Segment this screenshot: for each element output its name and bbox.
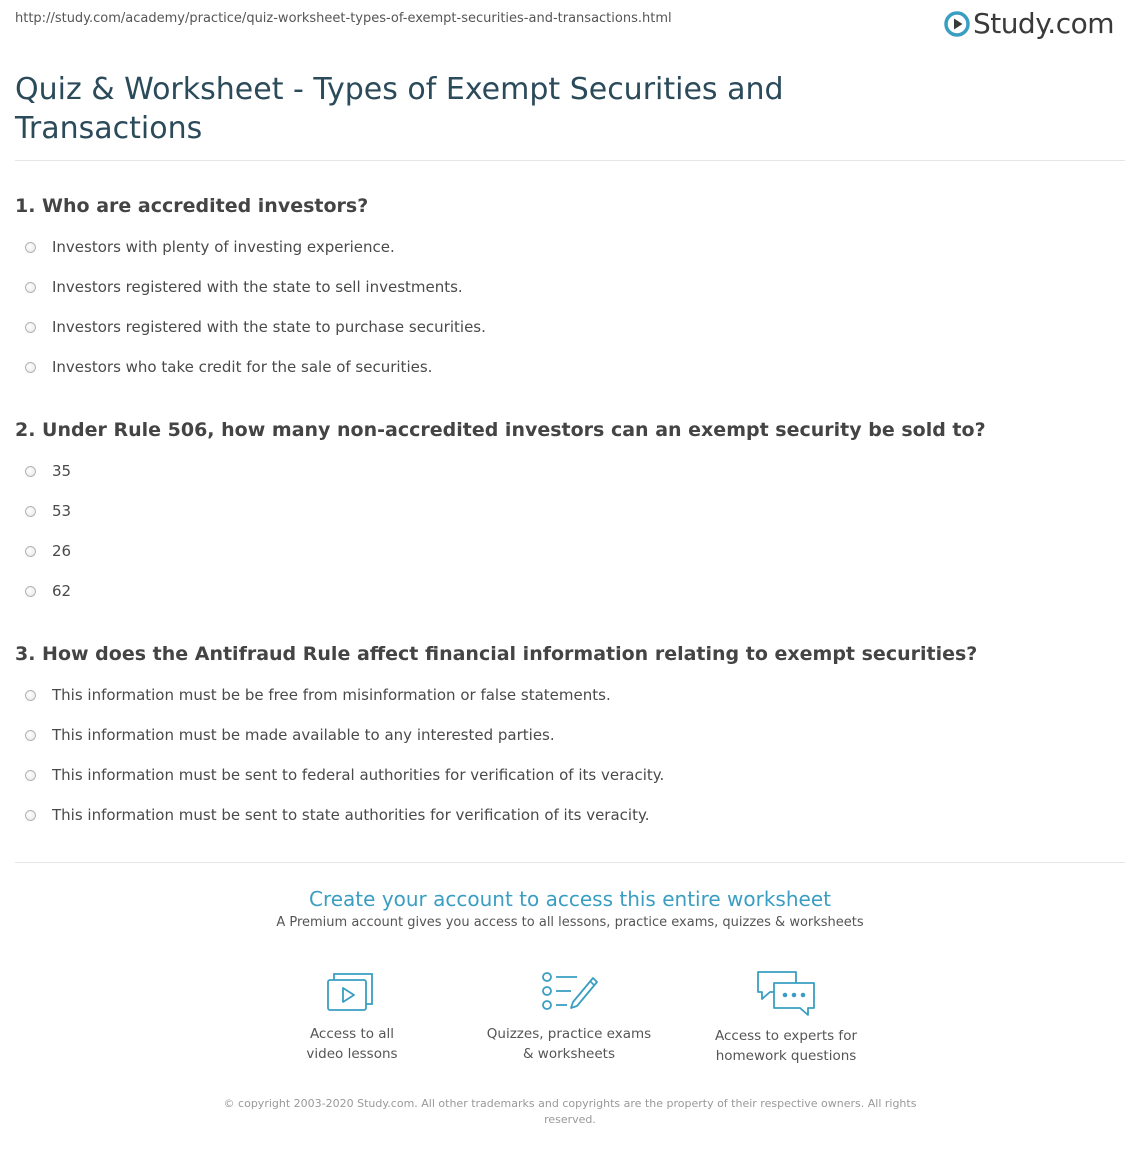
answer-option[interactable] bbox=[15, 307, 1125, 347]
answer-label: Investors with plenty of investing experience. bbox=[52, 238, 395, 256]
answer-option[interactable] bbox=[15, 227, 1125, 267]
radio-button[interactable] bbox=[25, 362, 36, 373]
question-title: 3. How does the Antifraud Rule affect financial information relating to exempt securities? bbox=[15, 643, 978, 665]
radio-button[interactable] bbox=[25, 730, 36, 741]
answer-option[interactable] bbox=[15, 715, 1125, 755]
radio-button[interactable] bbox=[25, 242, 36, 253]
feature-label: Quizzes, practice exams & worksheets bbox=[486, 1026, 652, 1062]
question-title: 1. Who are accredited investors? bbox=[15, 195, 369, 217]
section-divider bbox=[15, 862, 1125, 863]
chat-bubbles-icon bbox=[754, 968, 818, 1018]
logo-text: Study.com bbox=[972, 7, 1114, 40]
answer-label: This information must be sent to state authorities for verification of its veracity. bbox=[52, 806, 650, 824]
feature-experts bbox=[686, 968, 886, 1066]
radio-button[interactable] bbox=[25, 690, 36, 701]
radio-button[interactable] bbox=[25, 466, 36, 477]
signup-cta bbox=[0, 885, 1140, 930]
answer-option[interactable] bbox=[15, 531, 1125, 571]
answer-option[interactable] bbox=[15, 675, 1125, 715]
answer-label: 35 bbox=[52, 462, 72, 480]
quiz-checklist-icon bbox=[539, 968, 599, 1016]
radio-button[interactable] bbox=[25, 770, 36, 781]
answer-label: 62 bbox=[52, 582, 72, 600]
answer-option[interactable] bbox=[15, 571, 1125, 611]
play-circle-logo-icon bbox=[944, 11, 970, 37]
radio-button[interactable] bbox=[25, 506, 36, 517]
radio-button[interactable] bbox=[25, 282, 36, 293]
question-3 bbox=[15, 641, 1125, 835]
answer-label: Investors registered with the state to purchase securities. bbox=[52, 318, 486, 336]
answer-label: 53 bbox=[52, 502, 72, 520]
answer-option[interactable] bbox=[15, 347, 1125, 387]
video-lesson-icon bbox=[324, 968, 380, 1016]
cta-subtitle: A Premium account gives you access to all lessons, practice exams, quizzes & worksheets bbox=[276, 915, 864, 930]
answer-label: This information must be sent to federal authorities for verification of its veracity. bbox=[52, 766, 665, 784]
answer-label: 26 bbox=[52, 542, 72, 560]
radio-button[interactable] bbox=[25, 586, 36, 597]
title-divider bbox=[15, 160, 1125, 161]
answer-option[interactable] bbox=[15, 267, 1125, 307]
radio-button[interactable] bbox=[25, 810, 36, 821]
feature-label: Access to experts for homework questions bbox=[714, 1028, 857, 1064]
answer-label: Investors registered with the state to sell investments. bbox=[52, 278, 463, 296]
study-logo[interactable] bbox=[944, 8, 1114, 40]
answer-label: This information must be made available to any interested parties. bbox=[52, 726, 555, 744]
question-2 bbox=[15, 417, 1125, 611]
copyright-notice: © copyright 2003-2020 Study.com. All other trademarks and copyrights are the property of their respective owners. All rights reserved. bbox=[223, 1097, 917, 1126]
answer-option[interactable] bbox=[15, 795, 1125, 835]
radio-button[interactable] bbox=[25, 322, 36, 333]
answer-option[interactable] bbox=[15, 491, 1125, 531]
feature-quizzes bbox=[469, 968, 669, 1064]
answer-option[interactable] bbox=[15, 755, 1125, 795]
page-url: http://study.com/academy/practice/quiz-worksheet-types-of-exempt-securities-and-transactions.html bbox=[15, 11, 672, 26]
page-title: Quiz & Worksheet - Types of Exempt Securities and Transactions bbox=[15, 72, 784, 146]
answer-label: Investors who take credit for the sale of securities. bbox=[52, 358, 433, 376]
premium-features bbox=[0, 968, 1140, 1078]
question-1 bbox=[15, 193, 1125, 387]
answer-label: This information must be be free from misinformation or false statements. bbox=[52, 686, 611, 704]
radio-button[interactable] bbox=[25, 546, 36, 557]
feature-label: Access to all video lessons bbox=[306, 1026, 398, 1062]
cta-title-link[interactable]: Create your account to access this entire worksheet bbox=[309, 887, 831, 911]
feature-video-lessons bbox=[252, 968, 452, 1064]
question-title: 2. Under Rule 506, how many non-accredited investors can an exempt security be sold to? bbox=[15, 419, 986, 441]
answer-option[interactable] bbox=[15, 451, 1125, 491]
